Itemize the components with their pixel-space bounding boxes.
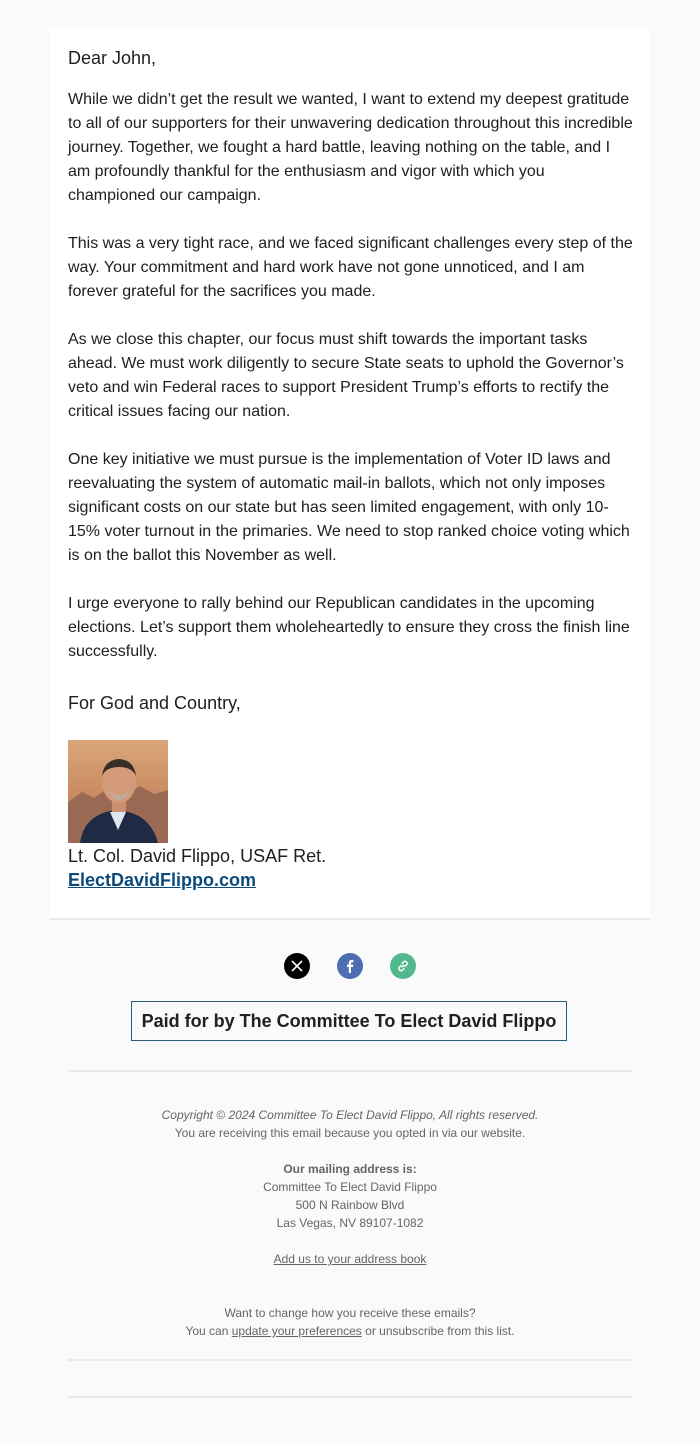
letter-card xyxy=(50,28,650,920)
paragraph-3: As we close this chapter, our focus must shift towards the important tasks ahead. We must work diligently to secure State seats to uphold the Governor’s veto and win Federal races to support President Trump’s efforts to rectify the critical issues facing our nation. xyxy=(68,331,624,420)
link-icon[interactable] xyxy=(390,953,416,979)
footer-legal xyxy=(68,1106,632,1142)
address-line-2: 500 N Rainbow Blvd xyxy=(295,1198,405,1212)
candidate-portrait xyxy=(68,740,168,843)
paragraph-4: One key initiative we must pursue is the implementation of Voter ID laws and reevaluating the system of automatic mail-in ballots, which not only imposes significant costs on our state but has seen limited engagement, with only 10-15% voter turnout in the primaries. We need to stop ranked choice voting which is on the ballot this November as well. xyxy=(68,451,630,564)
campaign-website-link[interactable]: ElectDavidFlippo.com xyxy=(68,870,257,890)
signature-name: Lt. Col. David Flippo, USAF Ret. xyxy=(68,846,327,866)
you-can-text: You can xyxy=(185,1324,229,1338)
mailing-address xyxy=(68,1160,632,1232)
paragraph-1: While we didn’t get the result we wanted, I want to extend my deepest gratitude to all of our supporters for their unwavering dedication throughout this incredible journey. Together, we fought a hard battle, leaving nothing on the table, and I am profoundly thankful for the enthusiasm and vigor with which you championed our campaign. xyxy=(68,91,633,204)
paragraph-5: I urge everyone to rally behind our Republican candidates in the upcoming elections. Let’s support them wholeheartedly to ensure they cross the finish line successfully. xyxy=(68,595,630,660)
address-book-row xyxy=(68,1250,632,1268)
address-line-1: Committee To Elect David Flippo xyxy=(263,1180,437,1194)
mailing-address-label: Our mailing address is: xyxy=(283,1162,417,1176)
address-line-3: Las Vegas, NV 89107-1082 xyxy=(276,1216,424,1230)
footer-divider-top xyxy=(68,1070,632,1072)
preferences-block xyxy=(68,1304,632,1340)
paragraph-2: This was a very tight race, and we faced significant challenges every step of the way. Your commitment and hard work have not gone unnoticed, and I am forever grateful for the sacrifices you made. xyxy=(68,235,633,300)
add-to-address-book-link[interactable]: Add us to your address book xyxy=(273,1252,427,1266)
preferences-line xyxy=(68,1322,632,1340)
opt-in-text: You are receiving this email because you opted in via our website. xyxy=(174,1126,526,1140)
greeting: Dear John, xyxy=(68,48,157,68)
footer-divider-middle xyxy=(68,1359,632,1361)
copyright-text: Copyright © 2024 Committee To Elect David Flippo, All rights reserved. xyxy=(161,1108,539,1122)
paid-for-disclaimer: Paid for by The Committee To Elect David Flippo xyxy=(131,1001,567,1041)
unsubscribe-text: or unsubscribe from this list. xyxy=(365,1324,515,1338)
closing-line: For God and Country, xyxy=(68,693,241,713)
change-prompt: Want to change how you receive these emails? xyxy=(224,1306,476,1320)
facebook-icon[interactable] xyxy=(337,953,363,979)
update-preferences-link[interactable]: update your preferences xyxy=(231,1324,362,1338)
x-icon[interactable] xyxy=(284,953,310,979)
footer-divider-bottom xyxy=(68,1396,632,1398)
